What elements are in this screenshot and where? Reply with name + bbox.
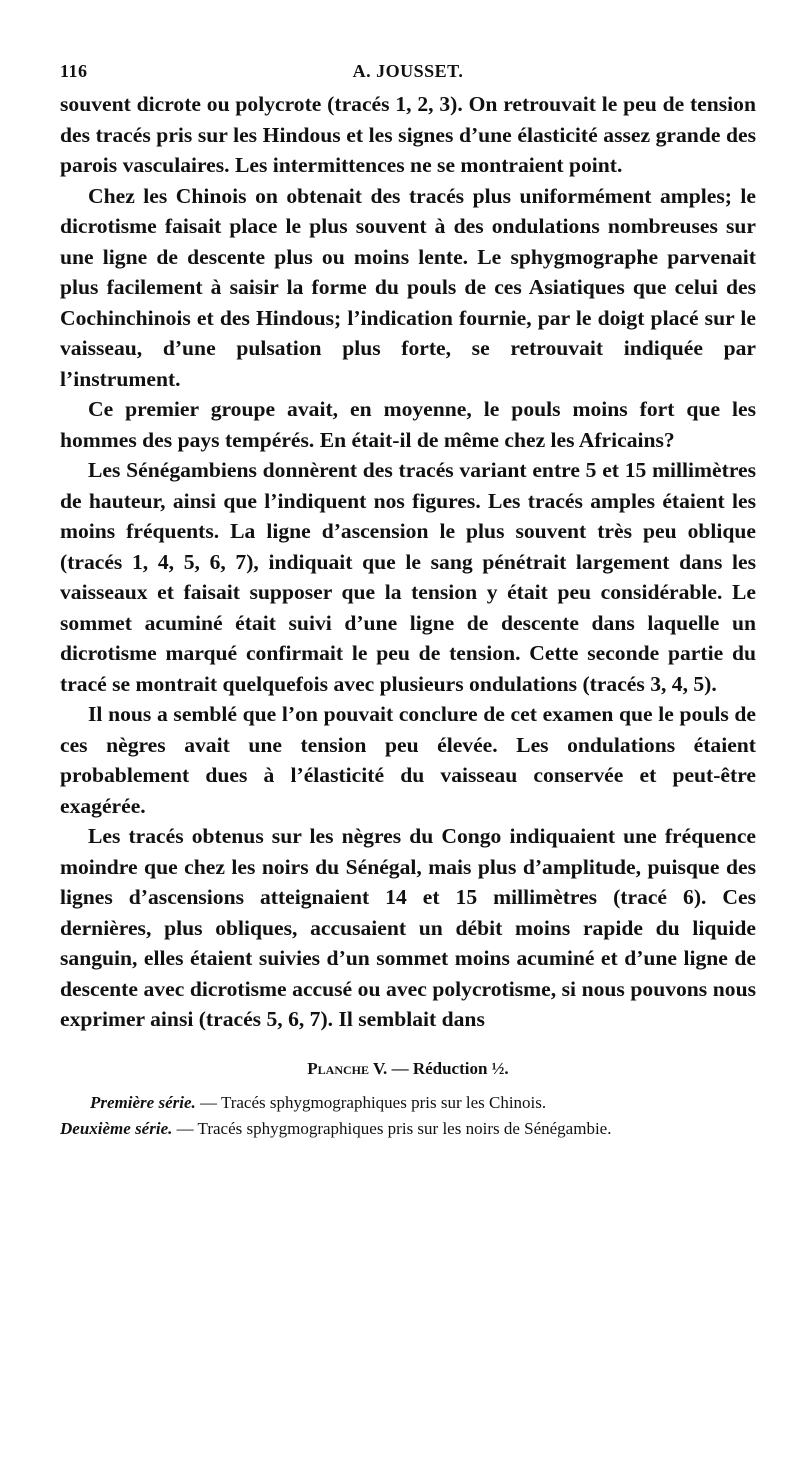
body-text (60, 89, 756, 1035)
paragraph-4: Les Sénégambiens donnèrent des tracés variant entre 5 et 15 millimètres de hauteur, ainsi que l’indiquent nos figures. Les tracés amples étaient les moins fréquents. La ligne d’ascension le plus souvent très peu oblique (tracés 1, 4, 5, 6, 7), indiquait que le sang pénétrait largement dans les vaisseaux et faisait supposer que la tension y était peu considérable. Le sommet acuminé était suivi d’une ligne de descente dans laquelle un dicrotisme marqué confirmait le peu de tension. Cette seconde partie du tracé se montrait quelquefois avec plusieurs ondulations (tracés 3, 4, 5). (60, 458, 756, 696)
paragraph-3: Ce premier groupe avait, en moyenne, le pouls moins fort que les hommes des pays tempérés. En était-il de même chez les Africains? (60, 397, 756, 452)
second-series-caption (60, 1119, 756, 1139)
plate-reduction: — Réduction ½. (387, 1058, 509, 1078)
page-number: 116 (60, 61, 88, 81)
running-head-author: A. JOUSSET. (352, 61, 464, 81)
paragraph-5: Il nous a semblé que l’on pouvait conclure de cet examen que le pouls de ces nègres avait une tension peu élevée. Les ondulations étaient probablement dues à l’élasticité du vaisseau conservée et peut-être exagérée. (60, 702, 756, 818)
first-series-label: Première série. (90, 1092, 196, 1112)
plate-caption (60, 1059, 756, 1139)
plate-title (60, 1059, 756, 1079)
paragraph-2: Chez les Chinois on obtenait des tracés plus uniformément amples; le dicrotisme faisait place le plus souvent à des ondulations nombreuses sur une ligne de descente plus ou moins lente. Le sphygmographe parvenait plus facilement à saisir la forme du pouls de ces Asiatiques que celui des Cochinchinois et des Hindous; l’indication fournie, par le doigt placé sur le vaisseau, d’une pulsation plus forte, se retrouvait indiquée par l’instrument. (60, 183, 756, 391)
page (60, 55, 756, 1145)
first-series-text: — Tracés sphygmographiques pris sur les Chinois. (195, 1092, 547, 1112)
paragraph-6: Les tracés obtenus sur les nègres du Congo indiquaient une fréquence moindre que chez les noirs du Sénégal, mais plus d’amplitude, puisque des lignes d’ascensions atteignaient 14 et 15 millimètres (tracé 6). Ces dernières, plus obliques, accusaient un débit moins rapide du liquide sanguin, elles étaient suivies d’un sommet moins acuminé et d’une ligne de descente avec dicrotisme accusé ou avec polycrotisme, si nous pouvons nous exprimer ainsi (tracés 5, 6, 7). Il semblait dans (60, 824, 756, 1031)
second-series-text: — Tracés sphygmographiques pris sur les noirs de Sénégambie. (172, 1118, 612, 1138)
paragraph-1: souvent dicrote ou polycrote (tracés 1, 2, 3). On retrouvait le peu de tension des tracés pris sur les Hindous et les signes d’une élasticité assez grande des parois vasculaires. Les intermittences ne se montraient point. (60, 92, 756, 177)
running-header (60, 55, 756, 89)
second-series-label: Deuxième série. (60, 1118, 173, 1138)
first-series-caption (60, 1093, 756, 1113)
plate-label: Planche V. (307, 1058, 388, 1078)
